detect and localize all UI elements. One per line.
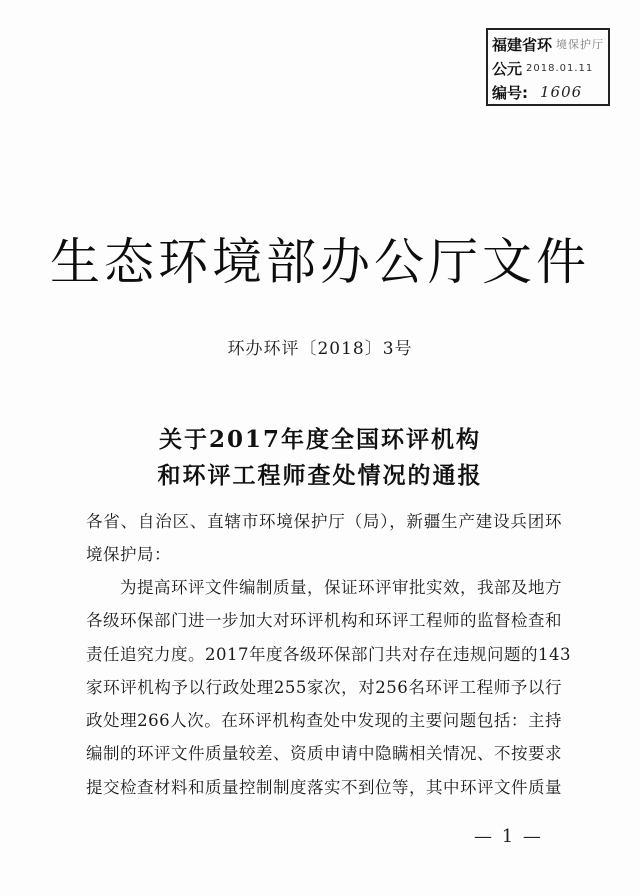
body-line: 提交检查材料和质量控制制度落实不到位等，其中环评文件质量 (86, 778, 562, 797)
stamp-number-value: 1606 (540, 83, 583, 101)
document-title-line-2: 和环评工程师查处情况的通报 (157, 462, 483, 489)
stamp-agency-blurred: 境保护厅 (556, 38, 604, 51)
agency-title: 生态环境部办公厅文件 (50, 233, 590, 291)
stamp-row-number (492, 80, 604, 104)
stamp-row-date (492, 56, 604, 80)
body-line: 政处理266人次。在环评机构查处中发现的主要问题包括：主持 (86, 711, 562, 730)
stamp-date-label: 公元 (492, 59, 523, 78)
stamp-row-agency (492, 32, 604, 56)
body-line: 责任追究力度。2017年度各级环保部门共对存在违规问题的143 (86, 645, 571, 664)
stamp-number-label: 编号: (492, 83, 528, 102)
stamp-agency-label: 福建省环 (492, 35, 553, 54)
body-line: 为提高环评文件编制质量，保证环评审批实效，我部及地方 (120, 578, 562, 597)
document-number: 环办环评〔2018〕3号 (227, 339, 413, 359)
body-line: 家环评机构予以行政处理255家次，对256名环评工程师予以行 (86, 678, 562, 697)
body-line: 各级环保部门进一步加大对环评机构和环评工程师的监督检查和 (86, 611, 562, 630)
page-number: — 1 — (474, 826, 543, 847)
body-line: 境保护局： (86, 545, 171, 564)
receipt-stamp (486, 28, 610, 106)
body-line: 编制的环评文件质量较差、资质申请中隐瞒相关情况、不按要求 (86, 744, 562, 763)
body-line: 各省、自治区、直辖市环境保护厅（局），新疆生产建设兵团环 (86, 512, 562, 531)
stamp-date-value: 2018.01.11 (526, 62, 594, 74)
document-title-line-1: 关于2017年度全国环评机构 (158, 426, 481, 453)
